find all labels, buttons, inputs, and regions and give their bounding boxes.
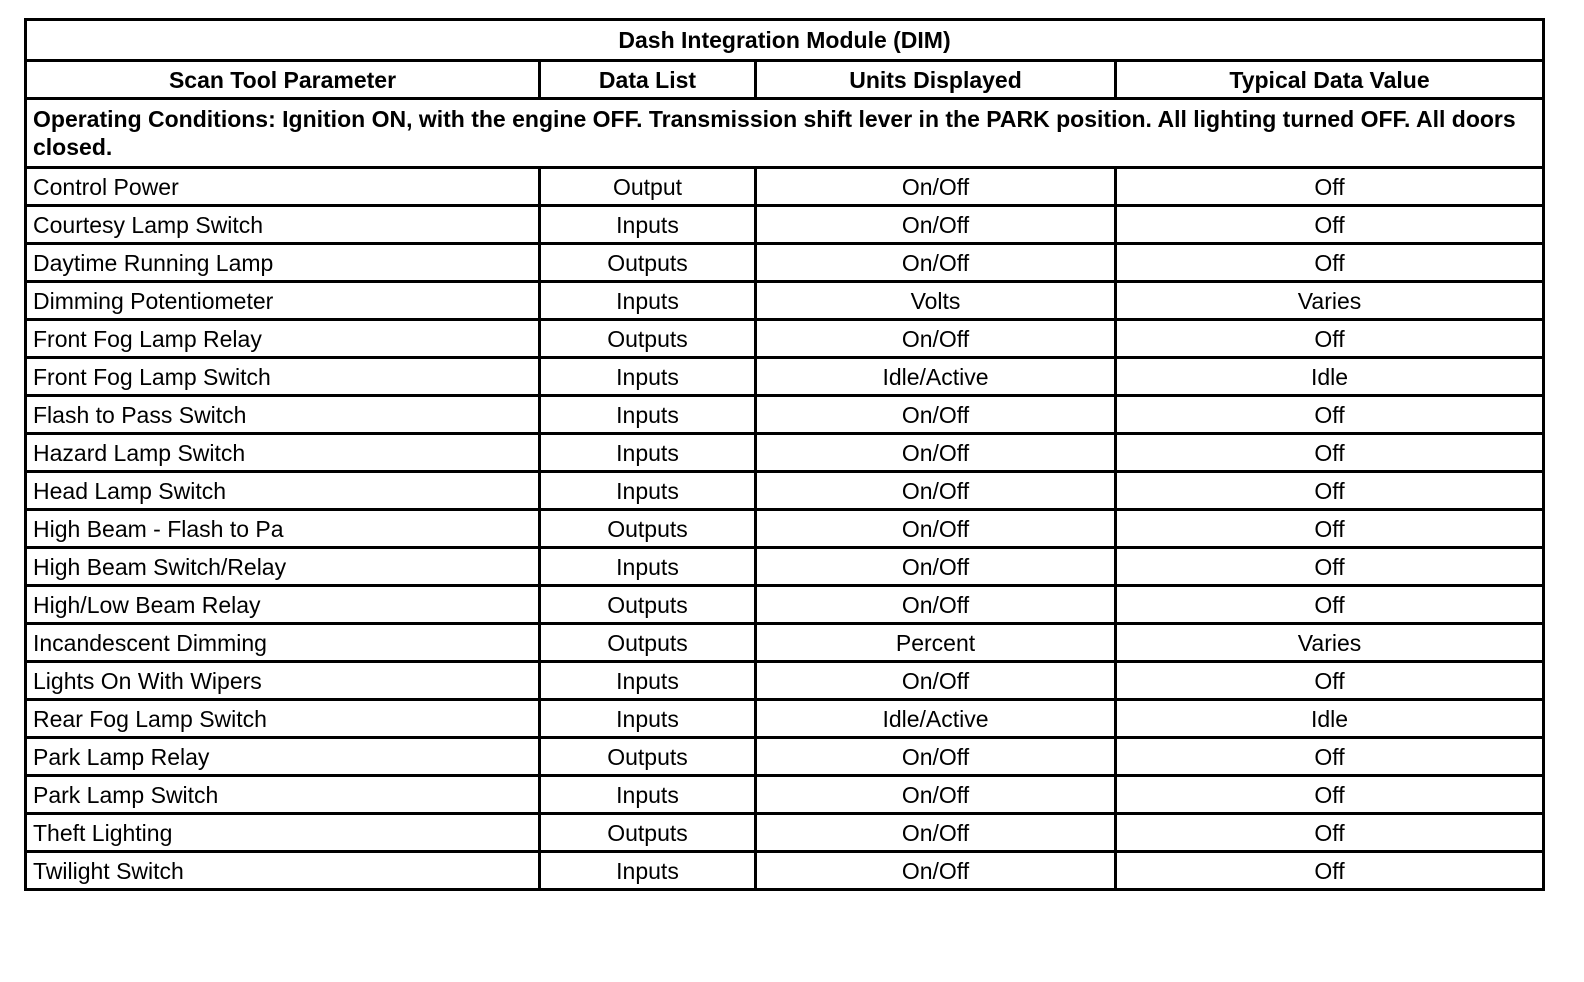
- table-header-row: [26, 61, 1544, 99]
- header-units-displayed: Units Displayed: [756, 61, 1116, 99]
- table-row: [26, 168, 1544, 206]
- cell-data-list: Inputs: [540, 852, 756, 890]
- cell-typical-value: Off: [1116, 472, 1544, 510]
- cell-data-list: Outputs: [540, 244, 756, 282]
- cell-parameter: Front Fog Lamp Switch: [26, 358, 540, 396]
- table-row: [26, 586, 1544, 624]
- cell-parameter: Front Fog Lamp Relay: [26, 320, 540, 358]
- cell-units: Idle/Active: [756, 358, 1116, 396]
- table-row: [26, 396, 1544, 434]
- cell-units: On/Off: [756, 814, 1116, 852]
- cell-data-list: Outputs: [540, 814, 756, 852]
- cell-typical-value: Off: [1116, 434, 1544, 472]
- table-row: [26, 510, 1544, 548]
- cell-data-list: Inputs: [540, 700, 756, 738]
- cell-parameter: Park Lamp Switch: [26, 776, 540, 814]
- cell-typical-value: Off: [1116, 776, 1544, 814]
- cell-typical-value: Off: [1116, 396, 1544, 434]
- cell-data-list: Inputs: [540, 396, 756, 434]
- cell-typical-value: Off: [1116, 510, 1544, 548]
- cell-units: Idle/Active: [756, 700, 1116, 738]
- dim-data-table: [24, 18, 1545, 891]
- cell-parameter: Lights On With Wipers: [26, 662, 540, 700]
- table-row: [26, 776, 1544, 814]
- cell-units: Percent: [756, 624, 1116, 662]
- cell-data-list: Outputs: [540, 738, 756, 776]
- table-row: [26, 434, 1544, 472]
- cell-parameter: Incandescent Dimming: [26, 624, 540, 662]
- cell-data-list: Inputs: [540, 776, 756, 814]
- table-title-row: [26, 20, 1544, 61]
- header-scan-tool-parameter: Scan Tool Parameter: [26, 61, 540, 99]
- table-row: [26, 548, 1544, 586]
- cell-typical-value: Off: [1116, 548, 1544, 586]
- cell-typical-value: Off: [1116, 168, 1544, 206]
- cell-parameter: Rear Fog Lamp Switch: [26, 700, 540, 738]
- cell-units: On/Off: [756, 586, 1116, 624]
- cell-data-list: Inputs: [540, 206, 756, 244]
- cell-typical-value: Off: [1116, 320, 1544, 358]
- cell-parameter: High Beam Switch/Relay: [26, 548, 540, 586]
- table-row: [26, 738, 1544, 776]
- operating-conditions-row: [26, 99, 1544, 168]
- cell-units: On/Off: [756, 548, 1116, 586]
- cell-parameter: Theft Lighting: [26, 814, 540, 852]
- cell-data-list: Inputs: [540, 472, 756, 510]
- table-row: [26, 244, 1544, 282]
- cell-units: On/Off: [756, 662, 1116, 700]
- table-row: [26, 472, 1544, 510]
- cell-parameter: Control Power: [26, 168, 540, 206]
- cell-parameter: Hazard Lamp Switch: [26, 434, 540, 472]
- table-row: [26, 358, 1544, 396]
- cell-units: On/Off: [756, 396, 1116, 434]
- table-row: [26, 662, 1544, 700]
- table-row: [26, 814, 1544, 852]
- cell-data-list: Output: [540, 168, 756, 206]
- cell-data-list: Outputs: [540, 586, 756, 624]
- table-row: [26, 206, 1544, 244]
- cell-units: On/Off: [756, 510, 1116, 548]
- cell-units: Volts: [756, 282, 1116, 320]
- cell-data-list: Outputs: [540, 510, 756, 548]
- cell-typical-value: Off: [1116, 662, 1544, 700]
- cell-units: On/Off: [756, 472, 1116, 510]
- header-data-list: Data List: [540, 61, 756, 99]
- cell-parameter: High Beam - Flash to Pa: [26, 510, 540, 548]
- cell-typical-value: Off: [1116, 244, 1544, 282]
- table-title: Dash Integration Module (DIM): [26, 20, 1544, 61]
- cell-typical-value: Off: [1116, 586, 1544, 624]
- cell-units: On/Off: [756, 244, 1116, 282]
- cell-units: On/Off: [756, 206, 1116, 244]
- cell-typical-value: Varies: [1116, 282, 1544, 320]
- table-row: [26, 320, 1544, 358]
- cell-parameter: Daytime Running Lamp: [26, 244, 540, 282]
- cell-units: On/Off: [756, 776, 1116, 814]
- cell-typical-value: Off: [1116, 852, 1544, 890]
- cell-typical-value: Varies: [1116, 624, 1544, 662]
- table-row: [26, 852, 1544, 890]
- cell-typical-value: Idle: [1116, 358, 1544, 396]
- cell-parameter: Park Lamp Relay: [26, 738, 540, 776]
- cell-data-list: Inputs: [540, 662, 756, 700]
- cell-parameter: Head Lamp Switch: [26, 472, 540, 510]
- cell-data-list: Inputs: [540, 358, 756, 396]
- cell-data-list: Outputs: [540, 320, 756, 358]
- cell-data-list: Inputs: [540, 434, 756, 472]
- cell-parameter: Flash to Pass Switch: [26, 396, 540, 434]
- cell-typical-value: Idle: [1116, 700, 1544, 738]
- cell-units: On/Off: [756, 738, 1116, 776]
- cell-data-list: Inputs: [540, 548, 756, 586]
- cell-parameter: Twilight Switch: [26, 852, 540, 890]
- cell-parameter: Dimming Potentiometer: [26, 282, 540, 320]
- cell-typical-value: Off: [1116, 206, 1544, 244]
- cell-units: On/Off: [756, 852, 1116, 890]
- cell-parameter: Courtesy Lamp Switch: [26, 206, 540, 244]
- cell-units: On/Off: [756, 320, 1116, 358]
- cell-parameter: High/Low Beam Relay: [26, 586, 540, 624]
- cell-units: On/Off: [756, 168, 1116, 206]
- operating-conditions: Operating Conditions: Ignition ON, with the engine OFF. Transmission shift lever in the PARK position. All lighting turned OFF. All doors closed.: [26, 99, 1544, 168]
- cell-typical-value: Off: [1116, 814, 1544, 852]
- table-row: [26, 700, 1544, 738]
- table-row: [26, 282, 1544, 320]
- table-row: [26, 624, 1544, 662]
- cell-units: On/Off: [756, 434, 1116, 472]
- cell-data-list: Inputs: [540, 282, 756, 320]
- table-body: [26, 99, 1544, 890]
- cell-typical-value: Off: [1116, 738, 1544, 776]
- cell-data-list: Outputs: [540, 624, 756, 662]
- header-typical-data-value: Typical Data Value: [1116, 61, 1544, 99]
